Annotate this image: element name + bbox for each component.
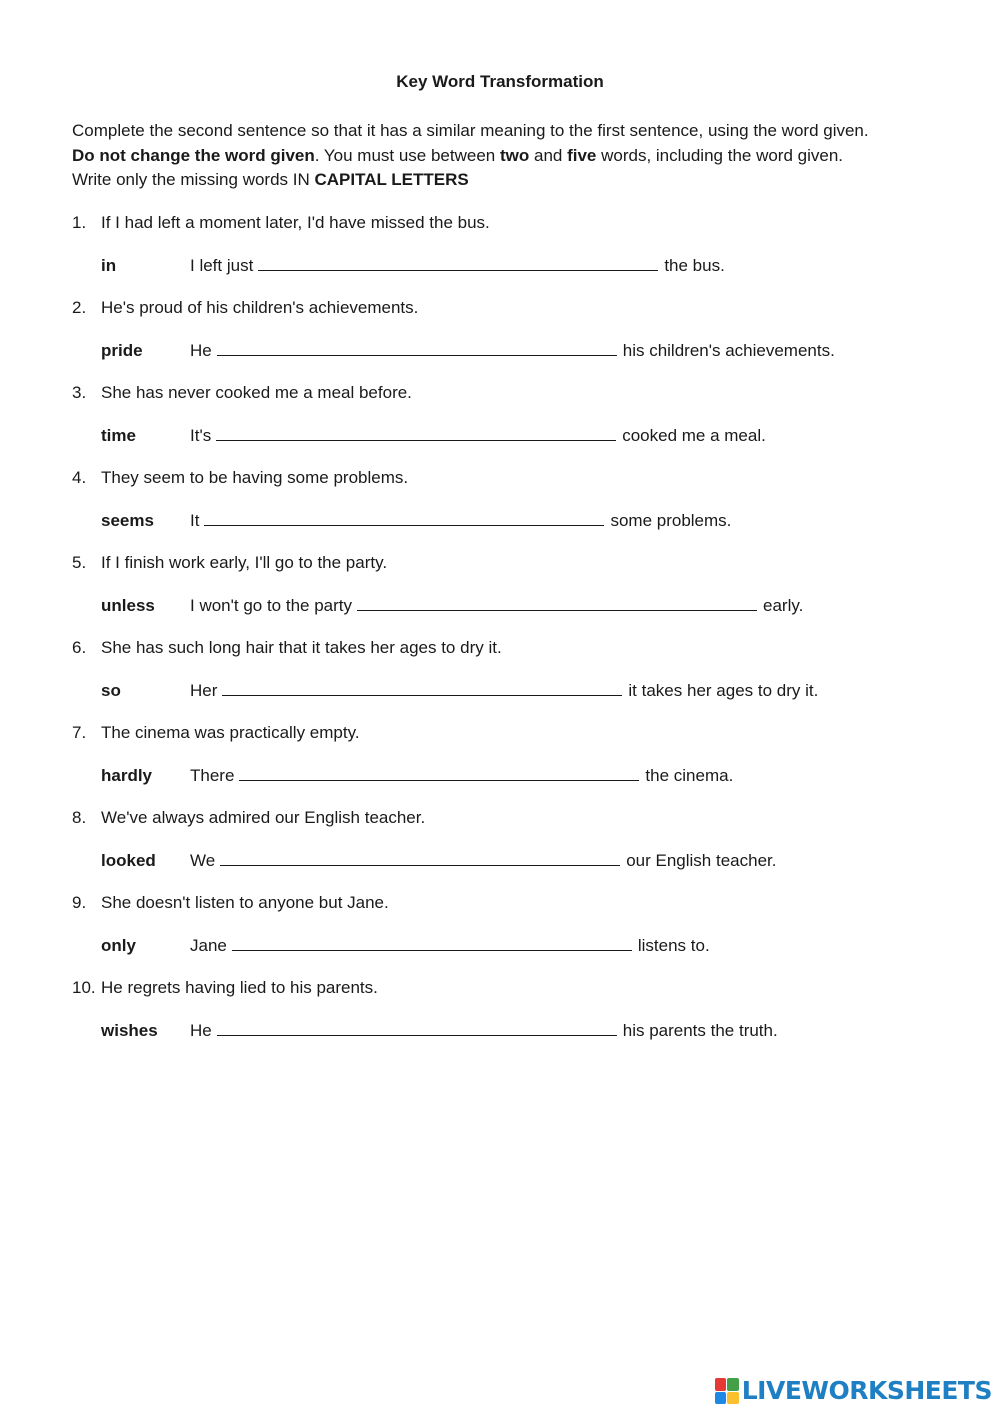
logo-badge-square [715, 1378, 727, 1391]
answer-blank[interactable] [217, 1019, 617, 1036]
key-word: pride [101, 341, 143, 360]
answer-blank[interactable] [220, 849, 620, 866]
question-line [72, 721, 360, 745]
answer-prefix: He [190, 341, 212, 360]
instructions-bold-two: two [499, 145, 530, 165]
question-line [72, 636, 502, 660]
exercise-item [72, 296, 952, 381]
question-number: 5. [72, 553, 87, 572]
key-word: looked [101, 851, 156, 870]
logo-badge-icon [715, 1378, 739, 1404]
question-number: 7. [72, 723, 87, 742]
key-word: seems [101, 511, 154, 530]
instructions-line-3: Write only the missing words IN [72, 170, 315, 189]
liveworksheets-logo [715, 1377, 992, 1405]
question-text: If I had left a moment later, I'd have missed the bus. [101, 213, 490, 232]
instructions-line-1: Complete the second sentence so that it has a similar meaning to the first sentence, using the word given. [72, 121, 869, 140]
key-word: so [101, 681, 121, 700]
question-number: 6. [72, 638, 87, 657]
question-text: If I finish work early, I'll go to the party. [101, 553, 388, 572]
answer-blank[interactable] [204, 509, 604, 526]
answer-line [101, 339, 835, 363]
question-text: He's proud of his children's achievements. [101, 298, 419, 317]
answer-blank[interactable] [222, 679, 622, 696]
question-number: 2. [72, 298, 87, 317]
page-title: Key Word Transformation [396, 72, 604, 91]
key-word: hardly [101, 766, 153, 785]
answer-prefix: I won't go to the party [190, 596, 353, 615]
question-number: 9. [72, 893, 87, 912]
answer-line [101, 509, 731, 533]
exercise-item [72, 551, 952, 636]
instructions [72, 119, 942, 193]
answer-suffix: his parents the truth. [622, 1021, 778, 1040]
answer-prefix: There [190, 766, 235, 785]
key-word: unless [101, 596, 155, 615]
answer-suffix: early. [763, 596, 804, 615]
logo-badge-square [715, 1392, 727, 1405]
exercise-list [72, 211, 952, 1061]
logo-badge-square [727, 1392, 739, 1405]
exercise-item [72, 381, 952, 466]
answer-suffix: some problems. [610, 511, 732, 530]
key-word: in [101, 256, 117, 275]
key-word: wishes [101, 1021, 158, 1040]
logo-badge-square [727, 1378, 739, 1391]
answer-suffix: our English teacher. [626, 851, 777, 870]
exercise-item [72, 636, 952, 721]
question-line [72, 891, 389, 915]
question-line [72, 211, 490, 235]
question-line [72, 976, 378, 1000]
answer-blank[interactable] [217, 339, 617, 356]
answer-line [101, 254, 725, 278]
answer-blank[interactable] [216, 424, 616, 441]
exercise-item [72, 976, 952, 1061]
question-number: 3. [72, 383, 87, 402]
logo-text: LIVEWORKSHEETS [741, 1376, 992, 1405]
answer-suffix: the cinema. [645, 766, 734, 785]
answer-prefix: Her [190, 681, 218, 700]
answer-prefix: I left just [190, 256, 254, 275]
answer-blank[interactable] [258, 254, 658, 271]
answer-line [101, 934, 710, 958]
answer-prefix: It's [190, 426, 212, 445]
question-line [72, 381, 412, 405]
question-text: She has such long hair that it takes her ages to dry it. [101, 638, 502, 657]
answer-line [101, 594, 803, 618]
exercise-item [72, 211, 952, 296]
question-text: He regrets having lied to his parents. [101, 978, 378, 997]
answer-suffix: it takes her ages to dry it. [628, 681, 819, 700]
instructions-text: . You must use between [314, 145, 500, 165]
answer-suffix: cooked me a meal. [622, 426, 766, 445]
answer-prefix: Jane [190, 936, 227, 955]
question-text: She has never cooked me a meal before. [101, 383, 412, 402]
answer-line [101, 1019, 778, 1043]
answer-prefix: It [190, 511, 200, 530]
answer-blank[interactable] [232, 934, 632, 951]
key-word: only [101, 936, 136, 955]
exercise-item [72, 891, 952, 976]
question-text: We've always admired our English teacher. [101, 808, 426, 827]
answer-suffix: listens to. [637, 936, 710, 955]
answer-line [101, 764, 733, 788]
instructions-text: words, including the word given. [596, 145, 844, 165]
exercise-item [72, 466, 952, 551]
answer-prefix: He [190, 1021, 212, 1040]
answer-line [101, 679, 818, 703]
instructions-bold-five: five [567, 145, 597, 165]
question-line [72, 466, 408, 490]
answer-prefix: We [190, 851, 216, 870]
answer-suffix: his children's achievements. [622, 341, 835, 360]
exercise-item [72, 806, 952, 891]
question-number: 8. [72, 808, 87, 827]
answer-suffix: the bus. [664, 256, 725, 275]
answer-blank[interactable] [239, 764, 639, 781]
question-number: 4. [72, 468, 87, 487]
instructions-text: and [529, 145, 568, 165]
question-line [72, 806, 425, 830]
question-line [72, 551, 387, 575]
answer-blank[interactable] [357, 594, 757, 611]
question-line [72, 296, 418, 320]
exercise-item [72, 721, 952, 806]
question-number: 10. [72, 978, 96, 997]
question-text: They seem to be having some problems. [101, 468, 409, 487]
instructions-bold-capitals: CAPITAL LETTERS [314, 170, 469, 189]
key-word: time [101, 426, 136, 445]
answer-line [101, 849, 776, 873]
instructions-bold-rule: Do not change the word given [72, 145, 315, 165]
question-text: She doesn't listen to anyone but Jane. [101, 893, 389, 912]
answer-line [101, 424, 766, 448]
question-text: The cinema was practically empty. [101, 723, 360, 742]
question-number: 1. [72, 213, 87, 232]
